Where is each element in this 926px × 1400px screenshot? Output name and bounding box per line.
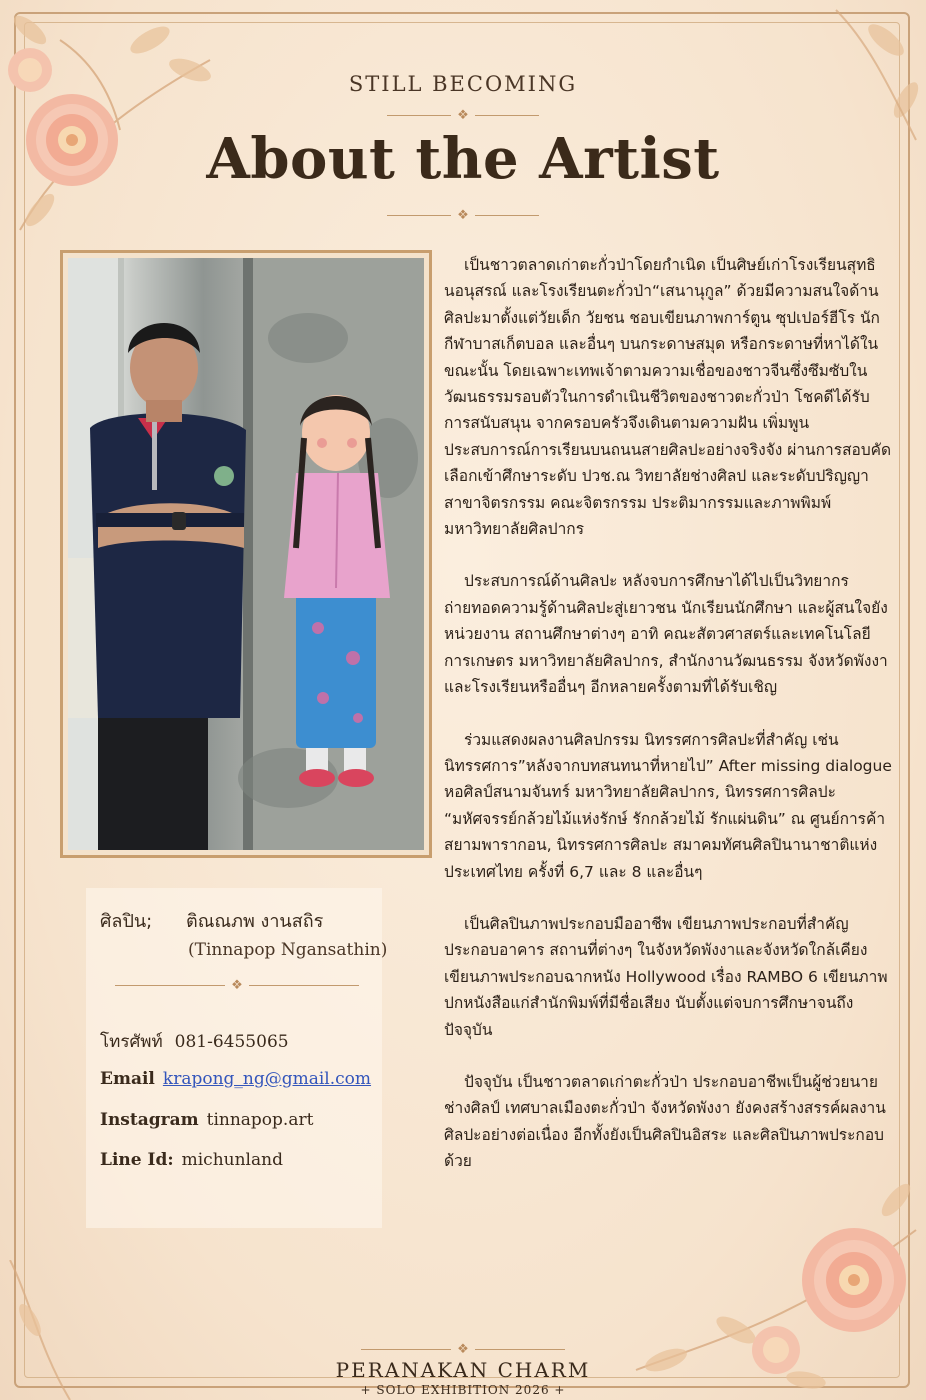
page-title: About the Artist [206, 126, 720, 192]
line-label: Line Id: [100, 1150, 174, 1170]
instagram-row [100, 1110, 313, 1130]
bio-paragraph: ร่วมแสดงผลงานศิลปกรรม นิทรรศการศิลปะที่สำคัญ เช่น นิทรรศการ”หลังจากบทสนทนาที่หายไป” After missing dialogue หอศิลป์สนามจันทร์ มหาวิทยาลัยศิลปากร, นิทรรศการศิลปะ “มหัศจรรย์กล้วยไม้แห่งรักษ์ รักกล้วยไม้ รักแผ่นดิน” ณ ศูนย์การค้าสยามพารากอน, นิทรรศการศิลปะ สมาคมทัศนศิลปินานาชาติแห่งประเทศไทย ครั้งที่ 6,7 และ 8 และอื่นๆ [444, 730, 892, 881]
instagram-value: tinnapop.art [206, 1110, 314, 1130]
artist-name-en: (Tinnapop Ngansathin) [188, 940, 388, 960]
exhibition-title: PERANAKAN CHARM [335, 1358, 591, 1382]
bio-paragraph: เป็นชาวตลาดเก่าตะกั่วป่าโดยกำเนิด เป็นศิษย์เก่าโรงเรียนสุทธินอนุสรณ์ และโรงเรียนตะกั่วป่า“เสนานุกูล” ด้วยมีความสนใจด้านศิลปะมาตั้งแต่วัยเด็ก วัยชน ชอบเขียนภาพการ์ตูน ซุปเปอร์ฮีโร นักกีฬาบาสเก็ตบอล และอื่นๆ บนกระดาษสมุด หรือกระดาษที่หาได้ในขณะนั้น โดยเฉพาะเทพเจ้าตามความเชื่อของชาวจีนซึ่งซึมซับในวัฒนธรรมรอบตัวในการดำเนินชีวิตของชาวตะกั่วป่า โชคดีได้รับการสนับสนุน จากครอบครัวจึงเดินตามความฝัน เพิ่มพูนประสบการณ์การเรียนบนถนนสายศิลปะอย่างจริงจัง ผ่านการสอบคัดเลือกเข้าศึกษาระดับ ปวช.ณ วิทยาลัยช่างศิลป และระดับปริญญา สาขาจิตรกรรม คณะจิตรกรรม ประติมากรรมและภาพพิมพ์ มหาวิทยาลัยศิลปากร [444, 256, 892, 539]
artist-info-box [86, 888, 382, 1228]
phone-row [100, 1028, 289, 1055]
phone-value: 081-6455065 [174, 1032, 289, 1052]
email-row [100, 1069, 371, 1089]
line-value: michunland [181, 1150, 283, 1170]
phone-label: โทรศัพท์ [100, 1032, 163, 1052]
header-divider: ❖ [0, 108, 926, 123]
artist-photo [68, 258, 424, 850]
artist-name-th: ติณณภพ งานสถิร [186, 911, 324, 932]
email-link[interactable]: krapong_ng@gmail.com [162, 1069, 372, 1089]
bio-paragraph: ปัจจุบัน เป็นชาวตลาดเก่าตะกั่วป่า ประกอบอาชีพเป็นผู้ช่วยนายช่างศิลป์ เทศบาลเมืองตะกั่วป่า จังหวัดพังงา ยังคงสร้างสรรค์ผลงานศิลปะอย่างต่อเนื่อง อีกทั้งยังเป็นศิลปินอิสระ และศิลปินภาพประกอบด้วย [444, 1072, 886, 1171]
bio-paragraph: ประสบการณ์ด้านศิลปะ หลังจบการศึกษาได้ไปเป็นวิทยากรถ่ายทอดความรู้ด้านศิลปะสู่เยาวชน นักเรียนนักศึกษา และผู้สนใจยังหน่วยงาน สถานศึกษาต่างๆ อาทิ คณะสัตวศาสตร์และเทคโนโลยีการเกษตร มหาวิทยาลัยศิลปากร, สำนักงานวัฒนธรรม จังหวัดพังงา และโรงเรียนหรืออื่นๆ อีกหลายครั้งตามที่ได้รับเชิญ [444, 572, 888, 697]
title-divider: ❖ [0, 208, 926, 223]
instagram-label: Instagram [100, 1110, 199, 1130]
artist-label: ศิลปิน; [100, 911, 153, 932]
info-divider: ❖ [104, 978, 370, 993]
bio-paragraph: เป็นศิลปินภาพประกอบมืออาชีพ เขียนภาพประกอบที่สำคัญประกอบอาคาร สถานที่ต่างๆ ในจังหวัดพังงาและจังหวัดใกล้เคียง เขียนภาพประกอบฉากหนัง Hollywood เรื่อง RAMBO 6 เขียนภาพปกหนังสือแก่สำนักพิมพ์ที่มีชื่อเสียง นับตั้งแต่จบการศึกษาจนถึงปัจจุบัน [444, 914, 888, 1039]
kicker-text: STILL BECOMING [348, 72, 578, 96]
biography [444, 252, 892, 1201]
footer-divider: ❖ [0, 1342, 926, 1357]
artist-photo-frame [60, 250, 432, 858]
email-label: Email [100, 1069, 155, 1089]
exhibition-subtitle: + SOLO EXHIBITION 2026 + [360, 1383, 566, 1397]
line-row [100, 1150, 283, 1170]
